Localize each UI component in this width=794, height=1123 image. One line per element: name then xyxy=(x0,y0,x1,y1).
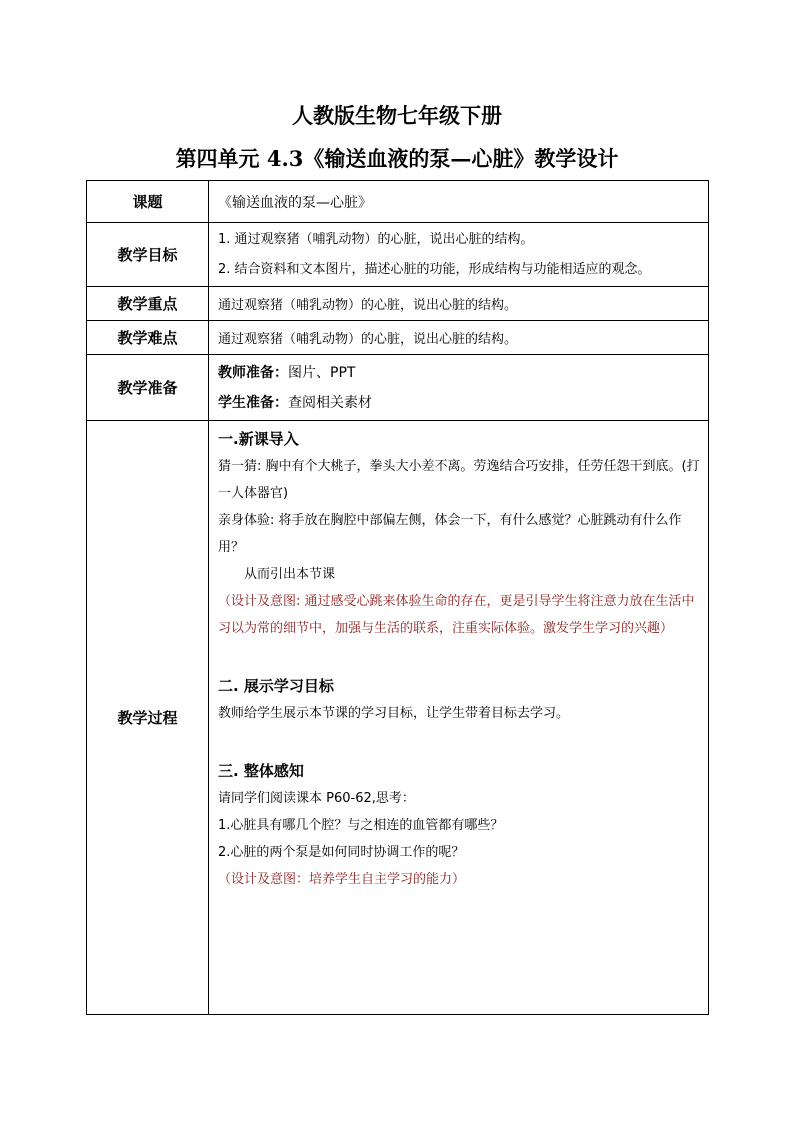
riddle-paragraph: 猜一猜: 胸中有个大桃子，拳头大小差不离。劳逸结合巧安排，任劳任怨干到底。(打一人体器官) xyxy=(218,459,700,501)
question-item: 2.心脏的两个泵是如何同时协调工作的呢？ xyxy=(218,845,465,860)
design-note: （设计及意图：培养学生自主学习的能力） xyxy=(218,872,466,887)
row-key-points xyxy=(87,287,709,321)
row-difficulties xyxy=(87,321,709,355)
question-item: 1.心脏具有哪几个腔？与之相连的血管都有哪些？ xyxy=(218,818,504,833)
student-preparation-label: 学生准备： xyxy=(218,394,288,411)
goals-list xyxy=(209,223,709,287)
goal-item: 1. 通过观察猪（哺乳动物）的心脏，说出心脏的结构。 xyxy=(218,231,534,247)
reading-paragraph: 请同学们阅读课本 P60-62,思考： xyxy=(218,791,415,806)
goal-item: 2. 结合资料和文本图片，描述心脏的功能，形成结构与功能相适应的观念。 xyxy=(218,261,651,277)
key-points-value: 通过观察猪（哺乳动物）的心脏，说出心脏的结构。 xyxy=(209,287,709,321)
teacher-preparation-label: 教师准备： xyxy=(218,364,288,381)
preparation-label: 教学准备 xyxy=(87,355,209,421)
key-points-label: 教学重点 xyxy=(87,287,209,321)
process-label: 教学过程 xyxy=(87,421,209,1015)
row-process xyxy=(87,421,709,1015)
topic-label: 课题 xyxy=(87,181,209,223)
section-heading: 一.新课导入 xyxy=(218,430,299,448)
row-goals xyxy=(87,223,709,287)
process-content xyxy=(209,421,709,1015)
student-preparation-value: 查阅相关素材 xyxy=(288,394,372,411)
goals-display-paragraph: 教师给学生展示本节课的学习目标，让学生带着目标去学习。 xyxy=(218,706,570,721)
preparation-content xyxy=(209,355,709,421)
section-heading: 二. 展示学习目标 xyxy=(218,677,334,695)
teacher-preparation xyxy=(218,358,704,388)
lesson-plan-table xyxy=(86,180,709,1015)
section-heading: 三. 整体感知 xyxy=(218,762,304,780)
design-note: （设计及意图: 通过感受心跳来体验生命的存在，更是引导学生将注意力放在生活中习以为常的细节中，加强与生活的联系，注重实际体验。激发学生学习的兴趣） xyxy=(218,594,695,636)
student-preparation xyxy=(218,388,704,418)
teacher-preparation-value: 图片、PPT xyxy=(288,364,356,381)
difficulties-label: 教学难点 xyxy=(87,321,209,355)
difficulties-value: 通过观察猪（哺乳动物）的心脏，说出心脏的结构。 xyxy=(209,321,709,355)
experience-paragraph: 亲身体验: 将手放在胸腔中部偏左侧，体会一下，有什么感觉？心脏跳动有什么作用？ xyxy=(218,513,682,555)
goals-label: 教学目标 xyxy=(87,223,209,287)
intro-paragraph: 从而引出本节课 xyxy=(244,567,336,582)
row-topic xyxy=(87,181,709,223)
document-title: 人教版生物七年级下册 xyxy=(292,103,502,128)
row-preparation xyxy=(87,355,709,421)
document-subtitle: 第四单元 4.3《输送血液的泵—心脏》教学设计 xyxy=(175,146,619,171)
topic-value: 《输送血液的泵—心脏》 xyxy=(209,181,709,223)
